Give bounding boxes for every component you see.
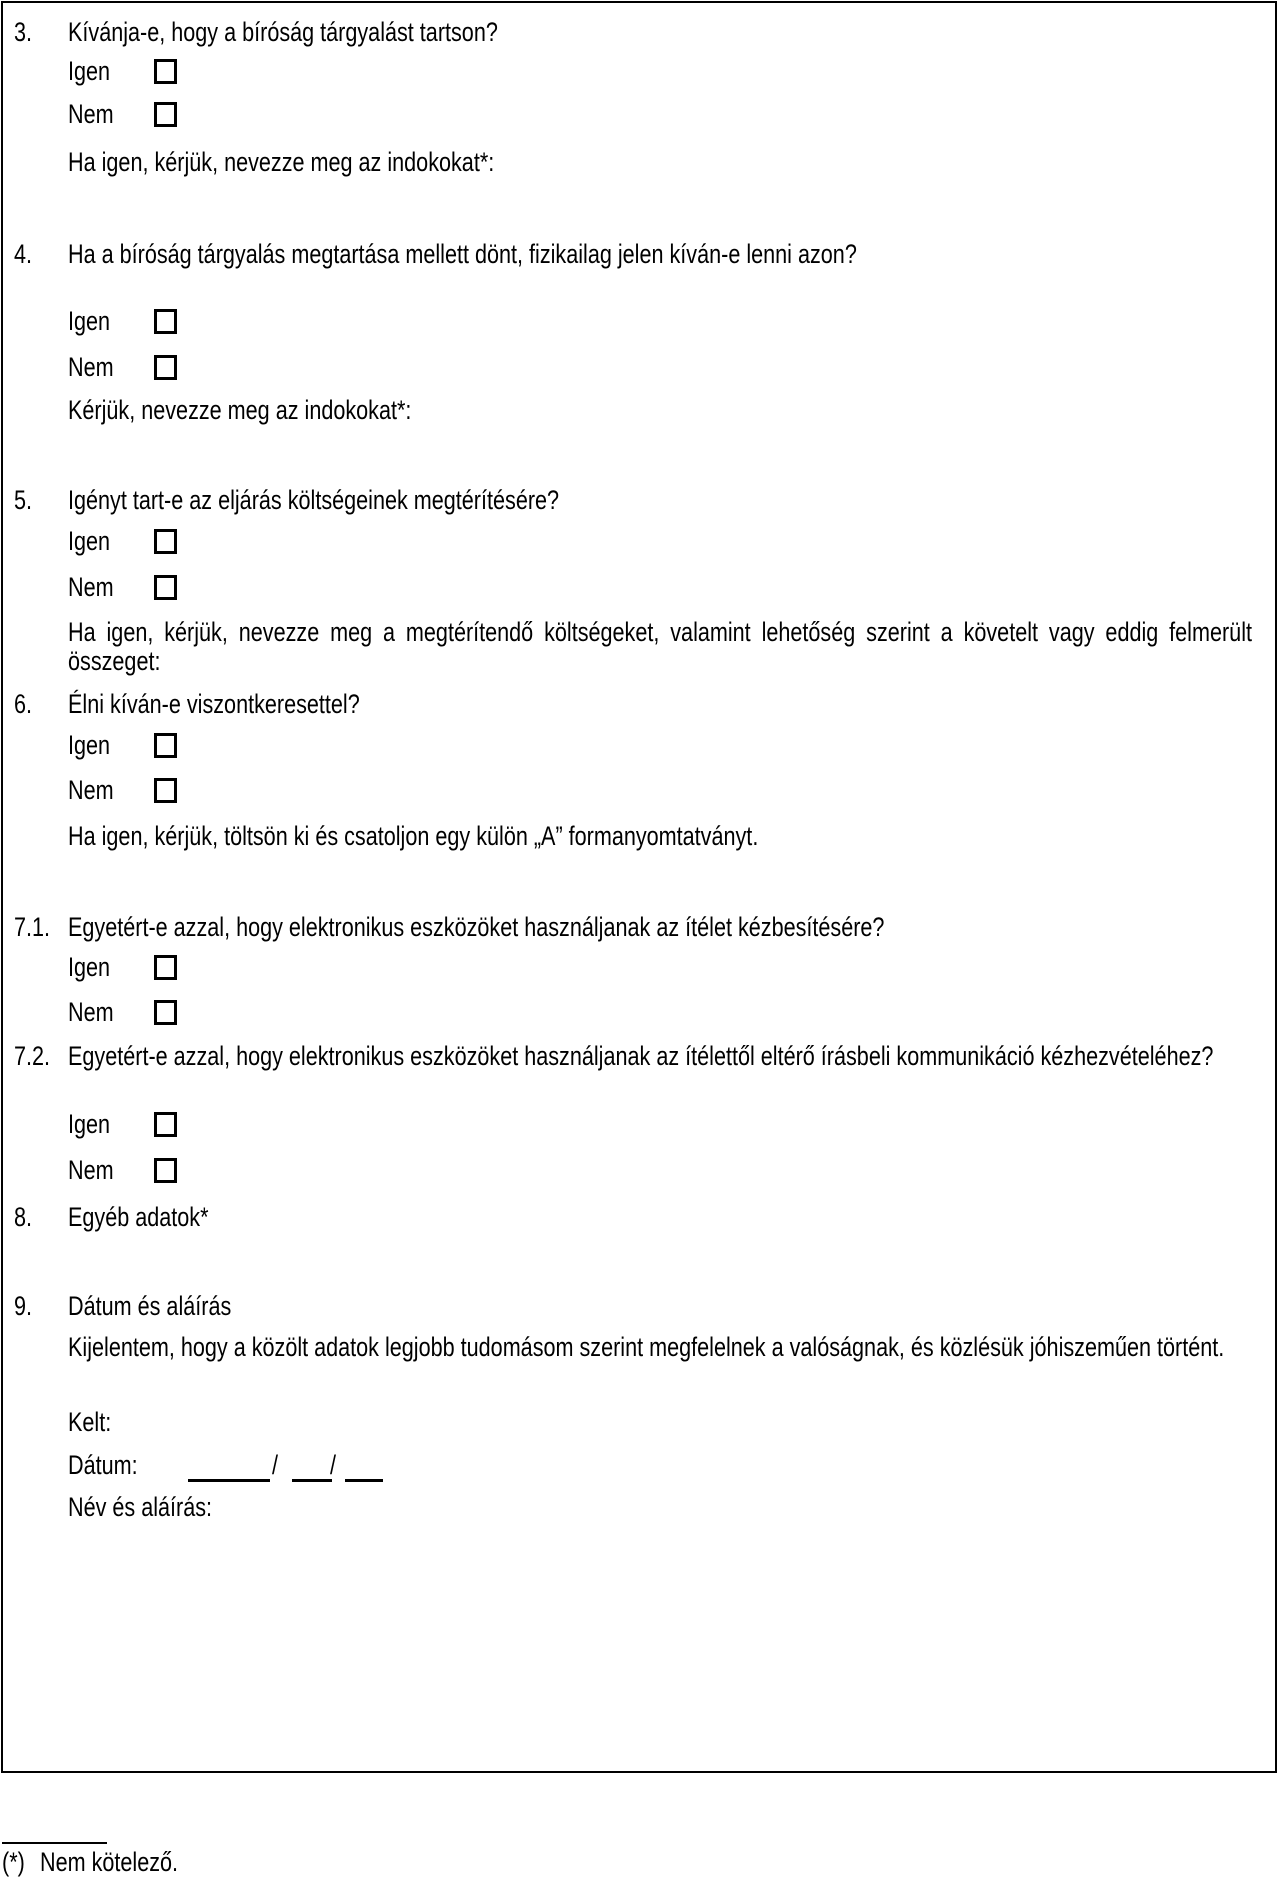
kelt-label: Kelt:: [68, 1407, 112, 1437]
q3-no-checkbox[interactable]: [154, 102, 177, 127]
no-label: Nem: [68, 99, 114, 129]
question-8-number: 8.: [14, 1202, 33, 1232]
question-6-no-row: [0, 775, 1277, 805]
question-7-2-text: Egyetért-e azzal, hogy elektronikus eszközöket használjanak az ítélettől eltérő írásbeli kommunikáció kézhezvételéhez?: [68, 1041, 1214, 1071]
yes-label: Igen: [68, 56, 111, 86]
date-separator: /: [272, 1450, 279, 1480]
question-7-1-number: 7.1.: [14, 912, 51, 942]
question-9-text: Dátum és aláírás: [68, 1291, 232, 1321]
date-year-field[interactable]: [188, 1455, 270, 1482]
question-7-2-yes-row: [0, 1109, 1277, 1139]
footnote-text: Nem kötelező.: [40, 1847, 179, 1877]
name-signature-label: Név és aláírás:: [68, 1492, 213, 1522]
q7-1-yes-checkbox[interactable]: [154, 955, 177, 980]
question-5-number: 5.: [14, 485, 33, 515]
no-label: Nem: [68, 775, 114, 805]
q3-yes-checkbox[interactable]: [154, 59, 177, 84]
question-9-number: 9.: [14, 1291, 33, 1321]
question-4-no-row: [0, 352, 1277, 382]
yes-label: Igen: [68, 526, 111, 556]
yes-label: Igen: [68, 306, 111, 336]
q5-no-checkbox[interactable]: [154, 575, 177, 600]
q6-no-checkbox[interactable]: [154, 778, 177, 803]
date-separator: /: [330, 1450, 337, 1480]
question-7-2-no-row: [0, 1155, 1277, 1185]
footnote-rule: [2, 1842, 107, 1844]
question-3-number: 3.: [14, 17, 33, 47]
question-6-text: Élni kíván-e viszontkeresettel?: [68, 689, 360, 719]
question-5-yes-row: [0, 526, 1277, 556]
yes-label: Igen: [68, 1109, 111, 1139]
question-7-1-no-row: [0, 997, 1277, 1027]
question-7-2-number: 7.2.: [14, 1041, 51, 1071]
question-3-note: Ha igen, kérjük, nevezze meg az indokokat*:: [68, 147, 495, 177]
question-5-text: Igényt tart-e az eljárás költségeinek megtérítésére?: [68, 485, 560, 515]
date-day-field[interactable]: [345, 1455, 383, 1482]
no-label: Nem: [68, 352, 114, 382]
date-month-field[interactable]: [292, 1455, 332, 1482]
date-label: Dátum:: [68, 1450, 138, 1480]
no-label: Nem: [68, 572, 114, 602]
question-6-note: Ha igen, kérjük, töltsön ki és csatoljon egy külön „A” formanyomtatványt.: [68, 821, 759, 851]
q4-no-checkbox[interactable]: [154, 355, 177, 380]
question-6-number: 6.: [14, 689, 33, 719]
declaration-text: Kijelentem, hogy a közölt adatok legjobb tudomásom szerint megfelelnek a valóságnak, és közlésük jóhiszeműen történt.: [68, 1332, 1225, 1362]
question-4-note: Kérjük, nevezze meg az indokokat*:: [68, 395, 412, 425]
q5-yes-checkbox[interactable]: [154, 529, 177, 554]
question-4-text: Ha a bíróság tárgyalás megtartása mellett dönt, fizikailag jelen kíván-e lenni azon?: [68, 239, 857, 269]
yes-label: Igen: [68, 730, 111, 760]
question-5-no-row: [0, 572, 1277, 602]
no-label: Nem: [68, 1155, 114, 1185]
q7-1-no-checkbox[interactable]: [154, 1000, 177, 1025]
q7-2-no-checkbox[interactable]: [154, 1158, 177, 1183]
question-3-text: Kívánja-e, hogy a bíróság tárgyalást tartson?: [68, 17, 498, 47]
q7-2-yes-checkbox[interactable]: [154, 1112, 177, 1137]
question-7-1-yes-row: [0, 952, 1277, 982]
q6-yes-checkbox[interactable]: [154, 733, 177, 758]
question-4-number: 4.: [14, 239, 33, 269]
yes-label: Igen: [68, 952, 111, 982]
question-7-1-text: Egyetért-e azzal, hogy elektronikus eszközöket használjanak az ítélet kézbesítésére?: [68, 912, 885, 942]
question-5-note: Ha igen, kérjük, nevezze meg a megtérítendő költségeket, valamint lehetőség szerint a követelt vagy eddig felmerült összeget:: [68, 617, 1252, 676]
question-3-yes-row: [0, 56, 1277, 86]
q4-yes-checkbox[interactable]: [154, 309, 177, 334]
question-6-yes-row: [0, 730, 1277, 760]
footnote-marker: (*): [2, 1847, 25, 1877]
question-3-no-row: [0, 99, 1277, 129]
question-4-yes-row: [0, 306, 1277, 336]
question-8-text: Egyéb adatok*: [68, 1202, 209, 1232]
no-label: Nem: [68, 997, 114, 1027]
